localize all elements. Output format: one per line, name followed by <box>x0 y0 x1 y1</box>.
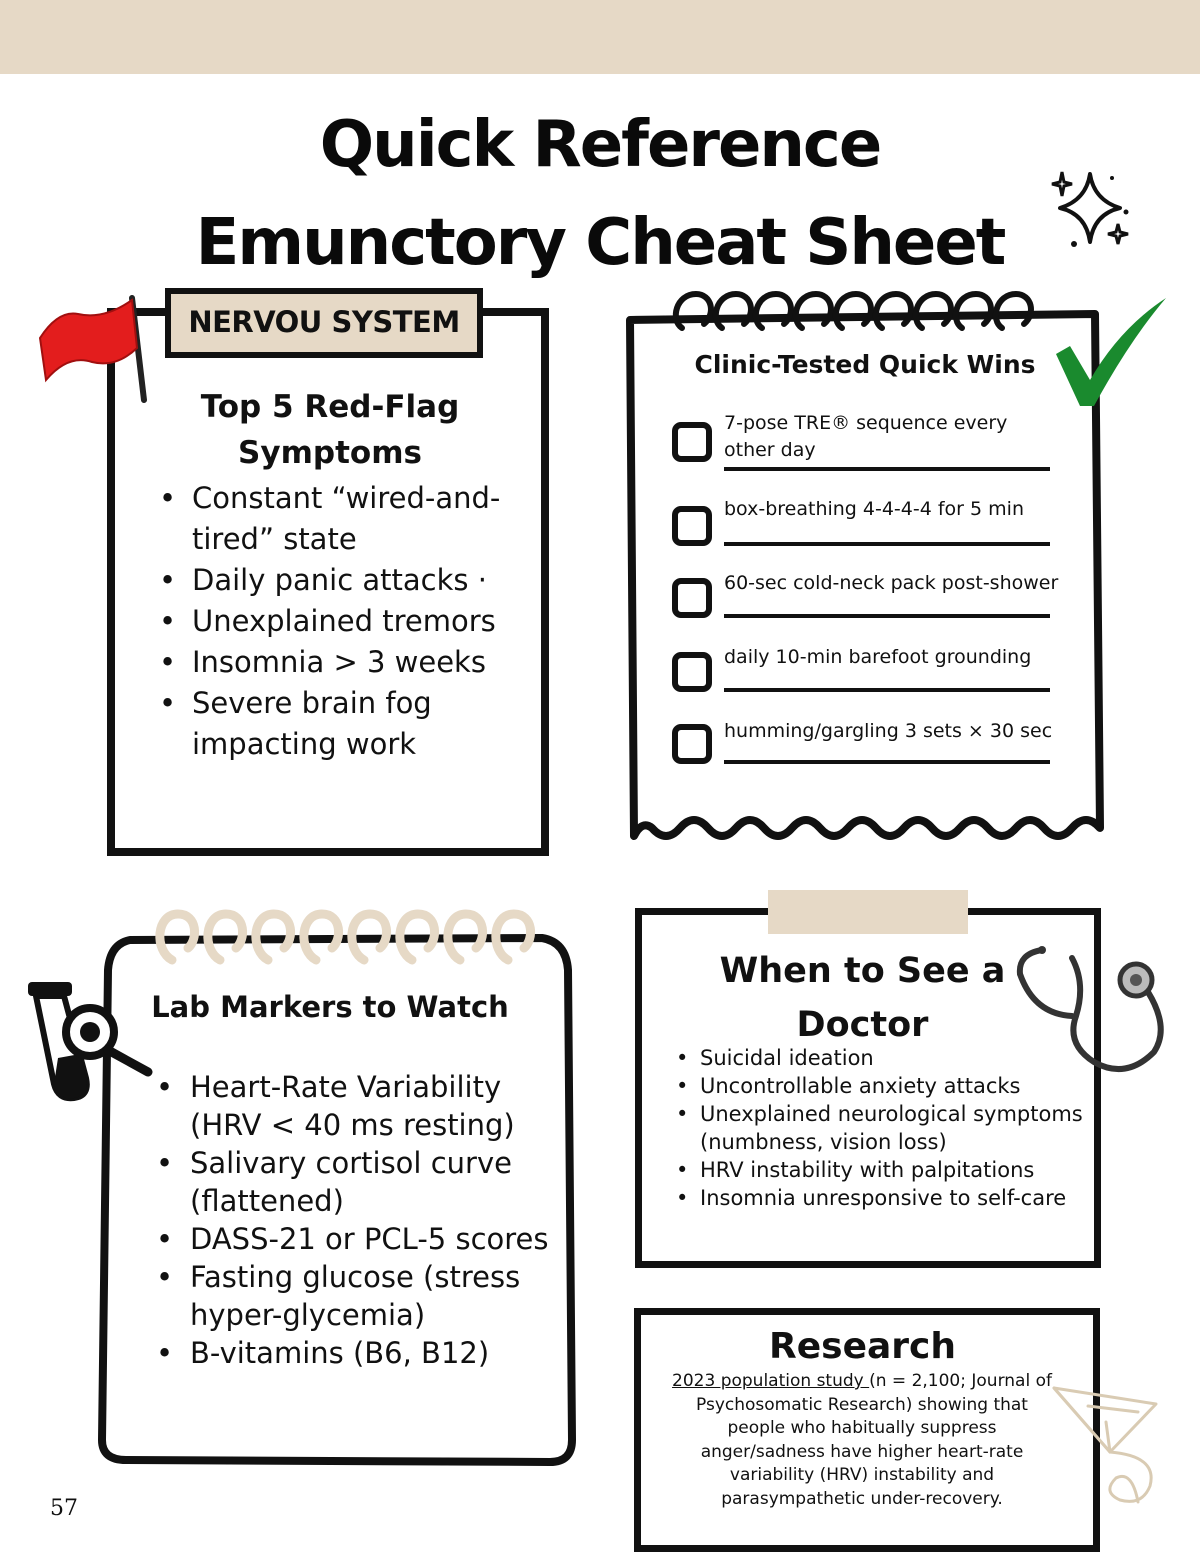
top-band <box>0 0 1200 74</box>
quick-win-text: 7-pose TRE® sequence every other day <box>724 412 1008 461</box>
red-flag-heading <box>150 384 510 476</box>
checkbox[interactable] <box>672 652 712 692</box>
list-item: • HRV instability with palpitations <box>700 1156 1090 1184</box>
doctor-heading-line1: When to See a <box>719 951 1006 991</box>
checkmark-icon <box>1050 294 1172 412</box>
page-title-line2: Emunctory Cheat Sheet <box>195 206 1005 280</box>
quick-wins-heading: Clinic-Tested Quick Wins <box>694 350 1036 379</box>
checkbox[interactable] <box>672 506 712 546</box>
checkbox[interactable] <box>672 422 712 462</box>
list-item: • DASS-21 or PCL-5 scores <box>190 1220 550 1258</box>
checkbox[interactable] <box>672 724 712 764</box>
list-item: • Fasting glucose (stress hyper-glycemia) <box>190 1258 550 1334</box>
research-text: (n = 2,100; Journal of Psychosomatic Research) showing that people who habitually suppress anger/sadness have higher heart-rate variability (HRV) instability and parasympathetic under-recovery. <box>696 1371 1052 1509</box>
list-item: • Uncontrollable anxiety attacks <box>700 1072 1090 1100</box>
red-flag-heading-line2: Symptoms <box>238 435 422 471</box>
quick-win-item <box>672 570 1062 630</box>
tape-strip <box>768 890 968 934</box>
quick-win-item <box>672 644 1062 704</box>
list-item: • Insomnia unresponsive to self-care <box>700 1184 1090 1212</box>
page-title-line1: Quick Reference <box>319 108 881 182</box>
quick-win-text: daily 10-min barefoot grounding <box>724 646 1032 668</box>
nervous-system-tab: NERVOU SYSTEM <box>165 288 483 358</box>
red-flag-list <box>192 478 537 765</box>
list-item: • Unexplained neurological symptoms (numbness, vision loss) <box>700 1100 1090 1156</box>
red-flag-icon <box>34 292 154 407</box>
doctor-list <box>700 1044 1090 1212</box>
divider <box>724 542 1050 546</box>
list-item: • Daily panic attacks · <box>192 560 537 601</box>
list-item: • Salivary cortisol curve (flattened) <box>190 1144 550 1220</box>
quick-win-item <box>672 718 1062 778</box>
quick-win-text: humming/gargling 3 sets × 30 sec <box>724 720 1053 742</box>
list-item: • B-vitamins (B6, B12) <box>190 1334 550 1372</box>
list-item: • Insomnia > 3 weeks <box>192 642 537 683</box>
doctor-heading-line2: Doctor <box>796 1005 929 1045</box>
list-item: • Heart-Rate Variability (HRV < 40 ms resting) <box>190 1068 550 1144</box>
list-item: • Unexplained tremors <box>192 601 537 642</box>
divider <box>724 688 1050 692</box>
divider <box>724 614 1050 618</box>
research-heading: Research <box>769 1326 956 1367</box>
list-item: • Severe brain fog impacting work <box>192 683 537 765</box>
divider <box>724 467 1050 471</box>
quick-win-text: 60-sec cold-neck pack post-shower <box>724 572 1059 594</box>
list-item: • Constant “wired-and-tired” state <box>192 478 537 560</box>
paper-plane-icon <box>1048 1382 1172 1512</box>
quick-win-item <box>672 496 1062 556</box>
quick-win-item <box>672 410 1062 470</box>
lab-markers-heading: Lab Markers to Watch <box>151 990 509 1024</box>
doctor-heading <box>700 944 1025 1052</box>
list-item: • Suicidal ideation <box>700 1044 1090 1072</box>
lab-markers-list <box>190 1068 550 1372</box>
divider <box>724 760 1050 764</box>
page-number: 57 <box>50 1496 78 1521</box>
research-study-link[interactable]: 2023 population study <box>672 1371 870 1391</box>
quick-win-text: box-breathing 4-4-4-4 for 5 min <box>724 498 1024 520</box>
research-body <box>672 1370 1052 1511</box>
sparkle-icon <box>1046 168 1136 254</box>
red-flag-heading-line1: Top 5 Red-Flag <box>200 389 460 425</box>
checkbox[interactable] <box>672 578 712 618</box>
